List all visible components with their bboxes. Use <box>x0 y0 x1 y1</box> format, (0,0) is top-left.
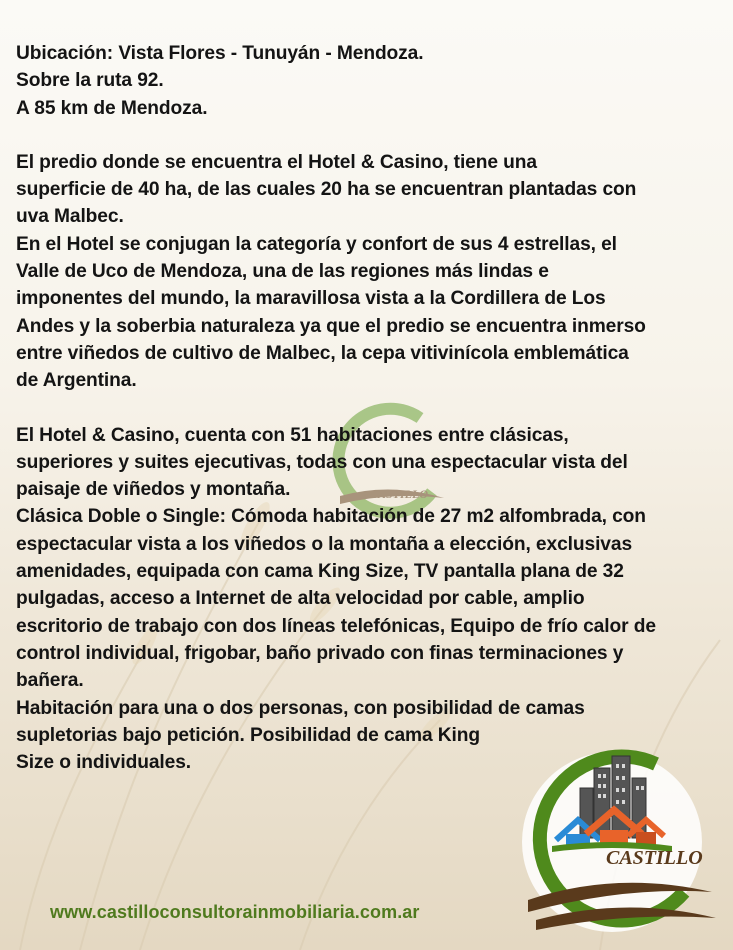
paragraph-line: imponentes del mundo, la maravillosa vista a la Cordillera de Los <box>16 288 606 310</box>
paragraph-line: En el Hotel se conjugan la categoría y confort de sus 4 estrellas, el <box>16 233 617 255</box>
paragraph-line: superficie de 40 ha, de las cuales 20 ha se encuentran plantadas con <box>16 179 637 201</box>
paragraph-line: Clásica Doble o Single: Cómoda habitación de 27 m2 alfombrada, con <box>16 506 646 528</box>
paragraph-line: entre viñedos de cultivo de Malbec, la cepa vitivinícola emblemática <box>16 342 629 364</box>
paragraph-line: amenidades, equipada con cama King Size, TV pantalla plana de 32 <box>16 561 624 583</box>
route-line: Sobre la ruta 92. <box>16 70 164 92</box>
distance-line: A 85 km de Mendoza. <box>16 97 208 119</box>
paragraph-line: bañera. <box>16 670 84 692</box>
location-line: Ubicación: Vista Flores - Tunuyán - Mendoza. <box>16 43 424 64</box>
paragraph-line: escritorio de trabajo con dos líneas telefónicas, Equipo de frío calor de <box>16 615 656 637</box>
paragraph-line: espectacular vista a los viñedos o la montaña a elección, exclusivas <box>16 533 633 555</box>
paragraph-line: pulgadas, acceso a Internet de alta velocidad por cable, amplio <box>16 588 585 610</box>
paragraph-line: El predio donde se encuentra el Hotel & Casino, tiene una <box>16 151 537 173</box>
paragraph-line: El Hotel & Casino, cuenta con 51 habitaciones entre clásicas, <box>16 424 569 446</box>
paragraph-line: Size o individuales. <box>16 752 191 774</box>
paragraph-line: paisaje de viñedos y montaña. <box>16 479 291 501</box>
paragraph-line: Andes y la soberbia naturaleza ya que el predio se encuentra inmerso <box>16 315 646 337</box>
paragraph-line: Valle de Uco de Mendoza, una de las regiones más lindas e <box>16 261 549 283</box>
logo-brand-name: CASTILLO <box>606 847 703 869</box>
website-link[interactable]: www.castilloconsultorainmobiliaria.com.ar <box>50 902 420 922</box>
paragraph-line: uva Malbec. <box>16 206 124 228</box>
castillo-logo <box>516 742 716 942</box>
paragraph-line: de Argentina. <box>16 370 137 392</box>
paragraph-line: control individual, frigobar, baño privado con finas terminaciones y <box>16 642 624 664</box>
document-body <box>16 40 721 776</box>
paragraph-line: Habitación para una o dos personas, con posibilidad de camas <box>16 697 585 719</box>
paragraph-line: supletorias bajo petición. Posibilidad de cama King <box>16 724 481 746</box>
watermark-brand-name: CASTILLO <box>370 487 429 501</box>
paragraph-line: superiores y suites ejecutivas, todas con una espectacular vista del <box>16 451 628 473</box>
